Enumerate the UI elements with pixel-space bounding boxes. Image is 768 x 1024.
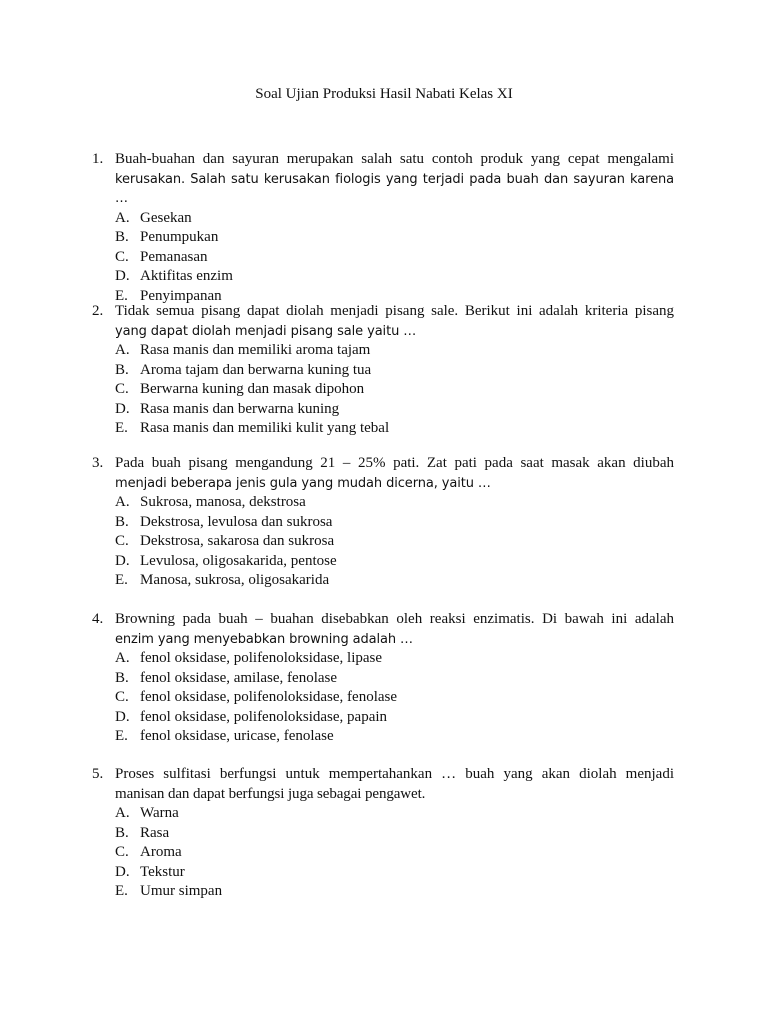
- answer-option: [115, 843, 674, 863]
- option-text: Dekstrosa, sakarosa dan sukrosa: [140, 533, 335, 549]
- question-1: [92, 150, 674, 306]
- question-stem: [92, 454, 674, 493]
- option-letter: C.: [115, 533, 129, 549]
- option-letter: A.: [115, 209, 130, 226]
- answer-option: [115, 532, 674, 552]
- answer-option: [115, 341, 674, 361]
- option-letter: D.: [115, 268, 130, 284]
- option-letter: D.: [115, 708, 130, 725]
- answer-option: [115, 493, 674, 513]
- question-number: 5.: [92, 766, 104, 782]
- question-4: [92, 610, 674, 747]
- option-text: Tekstur: [140, 863, 185, 880]
- answer-options: [115, 341, 674, 439]
- question-text: [115, 610, 674, 649]
- option-letter: E.: [115, 287, 128, 304]
- option-text: Manosa, sukrosa, oligosakarida: [140, 572, 330, 588]
- answer-option: [115, 824, 674, 844]
- option-letter: E.: [115, 883, 128, 899]
- option-letter: B.: [115, 669, 129, 686]
- option-text: fenol oksidase, amilase, fenolase: [140, 669, 338, 686]
- option-letter: B.: [115, 229, 129, 245]
- answer-options: [115, 649, 674, 747]
- answer-option: [115, 552, 674, 572]
- question-stem: [92, 765, 674, 804]
- option-text: Dekstrosa, levulosa dan sukrosa: [140, 513, 333, 530]
- option-text: Rasa manis dan berwarna kuning: [140, 400, 340, 417]
- option-letter: C.: [115, 248, 129, 265]
- question-text: [115, 150, 674, 209]
- option-text: Levulosa, oligosakarida, pentose: [140, 552, 337, 569]
- question-text-line: Proses sulfitasi berfungsi untuk mempertahankan … buah yang akan diolah menjadi: [115, 766, 674, 782]
- option-text: Penumpukan: [140, 229, 219, 245]
- answer-option: [115, 228, 674, 248]
- option-text: Rasa: [140, 824, 170, 841]
- question-2: [92, 302, 674, 439]
- answer-option: [115, 380, 674, 400]
- option-letter: E.: [115, 572, 128, 588]
- answer-option: [115, 419, 674, 439]
- answer-option: [115, 688, 674, 708]
- answer-option: [115, 513, 674, 533]
- question-text-line: Pada buah pisang mengandung 21 – 25% pati. Zat pati pada saat masak akan diubah: [115, 455, 674, 471]
- option-letter: D.: [115, 863, 130, 880]
- option-letter: B.: [115, 513, 129, 530]
- option-text: Umur simpan: [140, 883, 223, 899]
- answer-option: [115, 727, 674, 747]
- option-text: Rasa manis dan memiliki kulit yang tebal: [140, 420, 390, 436]
- option-text: fenol oksidase, uricase, fenolase: [140, 728, 334, 744]
- answer-option: [115, 882, 674, 902]
- question-number: 4.: [92, 611, 104, 627]
- option-text: fenol oksidase, polifenoloksidase, fenolase: [140, 689, 398, 705]
- answer-option: [115, 209, 674, 229]
- answer-option: [115, 267, 674, 287]
- answer-option: [115, 400, 674, 420]
- question-text-line: enzim yang menyebabkan browning adalah …: [115, 631, 413, 647]
- question-number: 1.: [92, 151, 104, 167]
- option-text: Penyimpanan: [140, 287, 222, 304]
- option-letter: B.: [115, 824, 129, 841]
- option-letter: A.: [115, 805, 130, 821]
- question-3: [92, 454, 674, 591]
- answer-option: [115, 804, 674, 824]
- answer-option: [115, 248, 674, 268]
- question-5: [92, 765, 674, 902]
- question-text-line: kerusakan. Salah satu kerusakan fiologis yang terjadi pada buah dan sayuran karena …: [115, 171, 674, 206]
- answer-options: [115, 493, 674, 591]
- answer-option: [115, 649, 674, 669]
- answer-option: [115, 571, 674, 591]
- option-letter: E.: [115, 420, 128, 436]
- answer-option: [115, 669, 674, 689]
- question-text-line: Buah-buahan dan sayuran merupakan salah satu contoh produk yang cepat mengalami: [115, 151, 674, 167]
- question-stem: [92, 302, 674, 341]
- question-number: 2.: [92, 303, 104, 319]
- question-text-line: menjadi beberapa jenis gula yang mudah dicerna, yaitu …: [115, 475, 491, 491]
- option-letter: D.: [115, 400, 130, 417]
- answer-options: [115, 804, 674, 902]
- question-text-line: yang dapat diolah menjadi pisang sale yaitu …: [115, 323, 417, 339]
- answer-option: [115, 708, 674, 728]
- option-text: Aroma: [140, 844, 182, 860]
- page-title: Soal Ujian Produksi Hasil Nabati Kelas XI: [255, 86, 513, 102]
- option-letter: C.: [115, 689, 129, 705]
- option-text: Rasa manis dan memiliki aroma tajam: [140, 342, 371, 358]
- option-letter: C.: [115, 381, 129, 397]
- option-letter: D.: [115, 552, 130, 569]
- option-text: Warna: [140, 805, 179, 821]
- answer-options: [115, 209, 674, 307]
- option-text: Aroma tajam dan berwarna kuning tua: [140, 361, 372, 378]
- option-letter: E.: [115, 728, 128, 744]
- option-text: fenol oksidase, polifenoloksidase, lipase: [140, 650, 383, 666]
- option-text: Gesekan: [140, 209, 192, 226]
- question-text-line: manisan dan dapat berfungsi juga sebagai pengawet.: [115, 785, 426, 802]
- question-stem: [92, 610, 674, 649]
- answer-option: [115, 361, 674, 381]
- question-text-line: Tidak semua pisang dapat diolah menjadi pisang sale. Berikut ini adalah kriteria pisang: [115, 303, 674, 319]
- option-letter: A.: [115, 650, 130, 666]
- option-text: fenol oksidase, polifenoloksidase, papain: [140, 708, 388, 725]
- option-letter: A.: [115, 342, 130, 358]
- option-letter: C.: [115, 844, 129, 860]
- option-text: Aktifitas enzim: [140, 268, 233, 284]
- question-text: [115, 454, 674, 493]
- option-letter: A.: [115, 494, 130, 510]
- question-number: 3.: [92, 455, 104, 471]
- option-letter: B.: [115, 361, 129, 378]
- option-text: Pemanasan: [140, 248, 208, 265]
- answer-option: [115, 863, 674, 883]
- question-text: [115, 302, 674, 341]
- option-text: Sukrosa, manosa, dekstrosa: [140, 494, 306, 510]
- question-text-line: Browning pada buah – buahan disebabkan oleh reaksi enzimatis. Di bawah ini adalah: [115, 611, 674, 627]
- question-stem: [92, 150, 674, 209]
- option-text: Berwarna kuning dan masak dipohon: [140, 381, 365, 397]
- question-text: [115, 765, 674, 804]
